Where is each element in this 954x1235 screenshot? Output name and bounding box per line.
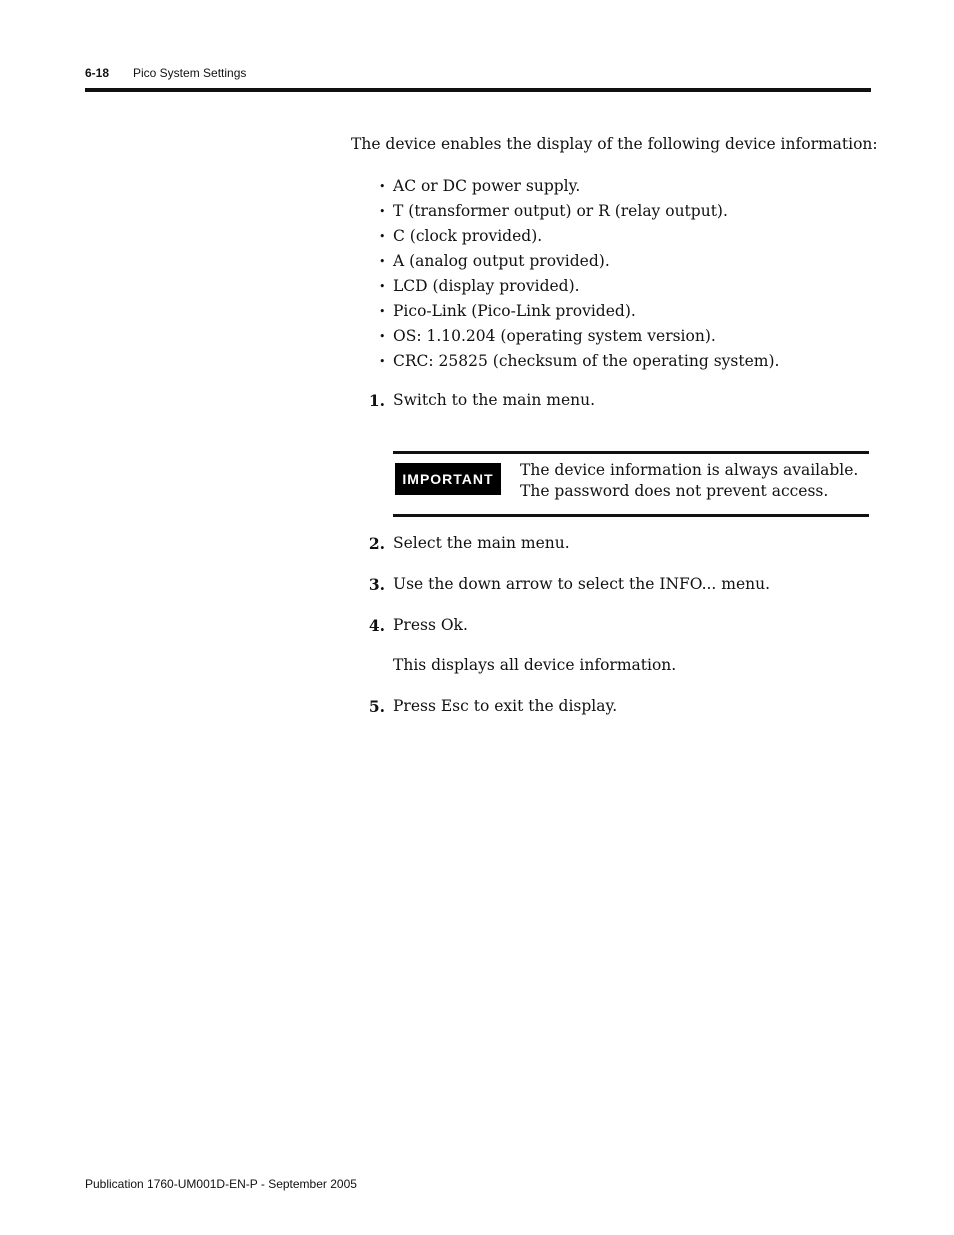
important-top-rule [393, 451, 869, 454]
step-3 [351, 575, 851, 594]
device-info-list [379, 176, 779, 376]
section-title: Pico System Settings [133, 66, 247, 80]
list-item: • T (transformer output) or R (relay output). [379, 202, 728, 220]
list-item: • LCD (display provided). [379, 277, 580, 295]
important-bottom-rule [393, 514, 869, 517]
list-item: • AC or DC power supply. [379, 177, 581, 195]
step-number: 3. [368, 575, 385, 594]
important-line: The device information is always available. [520, 461, 859, 479]
list-item: • OS: 1.10.204 (operating system version). [379, 327, 716, 345]
publication-footer: Publication 1760-UM001D-EN-P - September 2005 [85, 1177, 357, 1191]
step-1 [351, 391, 851, 410]
step-number: 5. [368, 697, 385, 716]
step-4-result: This displays all device information. [393, 656, 677, 674]
list-item: • C (clock provided). [379, 227, 543, 245]
page-header [85, 66, 247, 80]
step-number: 1. [368, 391, 385, 410]
step-text: Select the main menu. [393, 534, 570, 552]
step-4 [351, 616, 851, 635]
header-divider [85, 88, 871, 92]
important-badge: IMPORTANT [395, 463, 501, 495]
page-number: 6-18 [85, 66, 110, 80]
bullet-icon: • [379, 280, 386, 293]
important-line: The password does not prevent access. [520, 482, 829, 500]
step-text: Use the down arrow to select the INFO... menu. [393, 575, 771, 593]
step-number: 2. [368, 534, 385, 553]
bullet-icon: • [379, 255, 386, 268]
bullet-icon: • [379, 305, 386, 318]
step-5 [351, 697, 851, 716]
bullet-icon: • [379, 330, 386, 343]
bullet-icon: • [379, 230, 386, 243]
step-2 [351, 534, 851, 553]
intro-paragraph: The device enables the display of the following device information: [351, 135, 878, 153]
list-item: • Pico-Link (Pico-Link provided). [379, 302, 636, 320]
step-text: Press Ok. [393, 616, 468, 634]
important-note [520, 460, 865, 502]
bullet-icon: • [379, 180, 386, 193]
list-item: • A (analog output provided). [379, 252, 610, 270]
step-text: Press Esc to exit the display. [393, 697, 618, 715]
list-item: • CRC: 25825 (checksum of the operating system). [379, 352, 780, 370]
bullet-icon: • [379, 355, 386, 368]
bullet-icon: • [379, 205, 386, 218]
step-number: 4. [368, 616, 385, 635]
step-text: Switch to the main menu. [393, 391, 596, 409]
